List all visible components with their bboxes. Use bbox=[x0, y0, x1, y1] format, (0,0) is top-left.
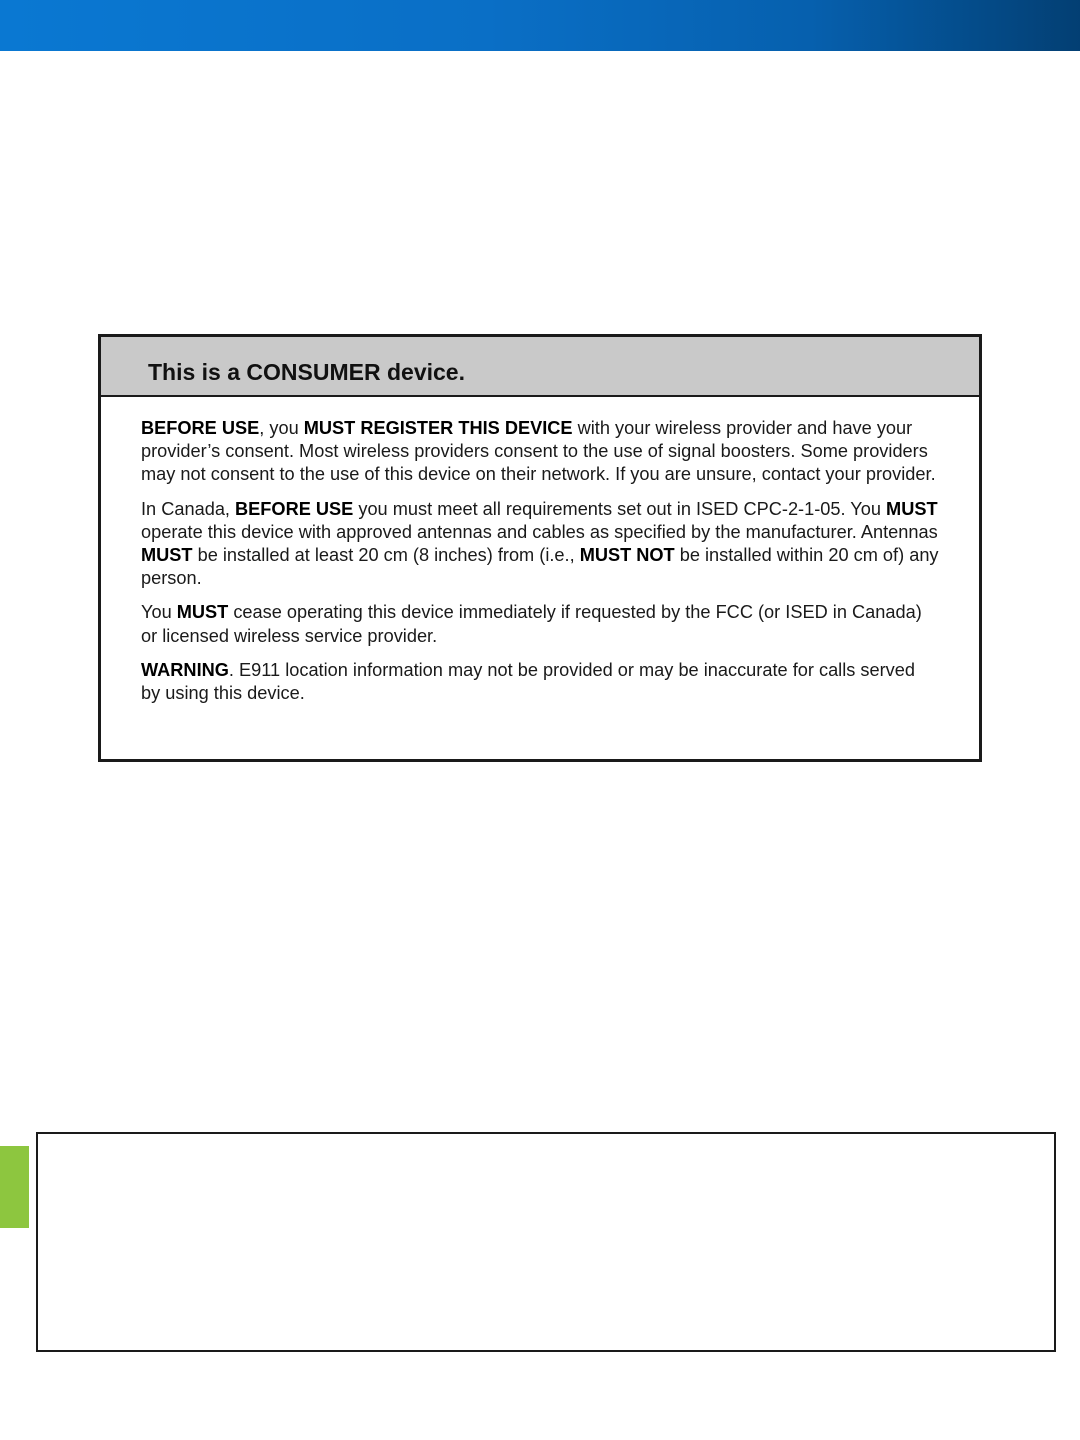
registration-paragraph bbox=[141, 417, 939, 487]
body-text: be installed within 20 cm of) any person. bbox=[141, 545, 939, 589]
body-text: you must meet all requirements set out in ISED CPC-2-1-05. You bbox=[353, 498, 887, 519]
emphasis-text: BEFORE USE bbox=[141, 418, 260, 438]
consumer-device-notice bbox=[98, 334, 982, 762]
body-text: with your wireless provider and have your provider’s consent. Most wireless providers consent to the use of signal boosters. Some providers may not consent to the use of this device on their network. If you are unsure, contact your provider. bbox=[141, 418, 936, 485]
body-text: operate this device with approved antennas and cables as specified by the manufacturer. Antennas bbox=[141, 521, 938, 542]
body-text: . E911 location information may not be provided or may be inaccurate for calls served by using this device. bbox=[141, 659, 915, 704]
emphasis-text: BEFORE USE bbox=[235, 498, 354, 519]
cease-operation-paragraph bbox=[141, 601, 939, 647]
emphasis-text: MUST bbox=[886, 498, 938, 519]
emphasis-text: MUST REGISTER THIS DEVICE bbox=[303, 418, 573, 438]
side-tab-marker bbox=[0, 1146, 29, 1228]
body-text: You bbox=[141, 602, 177, 623]
notice-body bbox=[101, 397, 979, 705]
emphasis-text: MUST bbox=[141, 545, 193, 566]
empty-content-frame bbox=[36, 1132, 1056, 1352]
canada-paragraph bbox=[141, 498, 939, 591]
emphasis-text: WARNING bbox=[141, 659, 229, 680]
body-text: cease operating this device immediately if requested by the FCC (or ISED in Canada) or licensed wireless service provider. bbox=[141, 602, 922, 646]
notice-title: This is a CONSUMER device. bbox=[148, 359, 465, 385]
notice-header bbox=[101, 337, 979, 397]
emphasis-text: MUST bbox=[176, 602, 229, 623]
top-banner bbox=[0, 0, 1080, 51]
body-text: be installed at least 20 cm (8 inches) from (i.e., bbox=[192, 545, 580, 566]
emphasis-text: MUST NOT bbox=[579, 545, 675, 566]
body-text: , you bbox=[259, 418, 304, 438]
body-text: In Canada, bbox=[141, 498, 236, 519]
warning-paragraph bbox=[141, 659, 939, 705]
